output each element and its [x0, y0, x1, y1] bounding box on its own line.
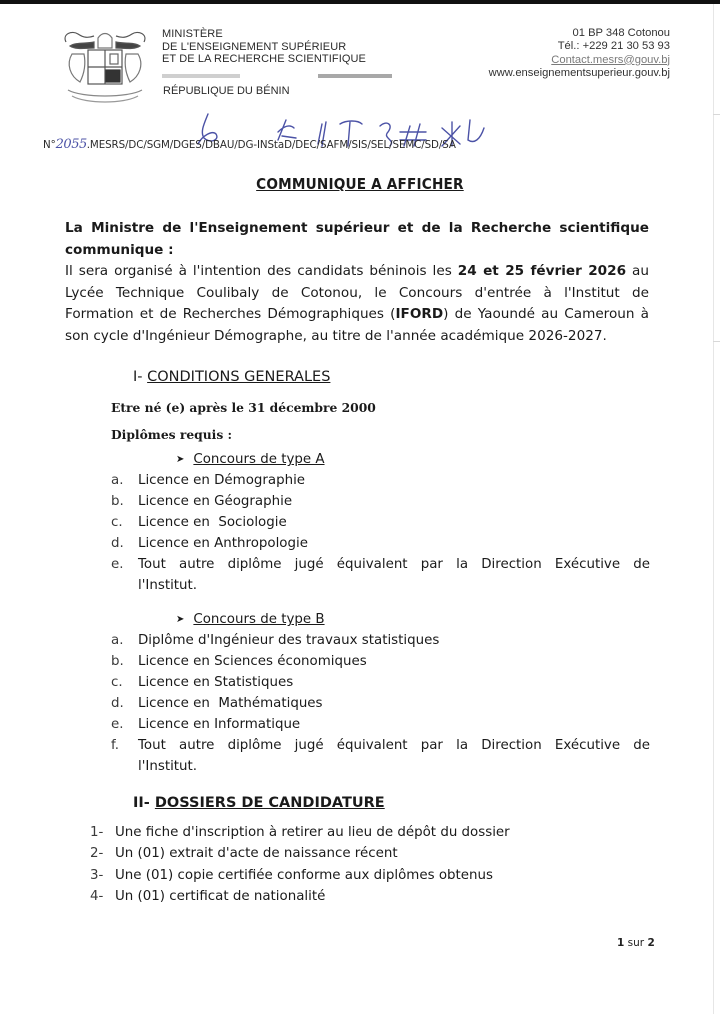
list-text: Licence en Informatique [138, 717, 301, 732]
subheading-type-a [176, 452, 325, 467]
list-text: Licence en Sciences économiques [138, 654, 367, 669]
list-item [111, 693, 650, 714]
list-marker: 3- [90, 867, 104, 883]
list-text: Licence en Anthropologie [138, 536, 308, 551]
list-marker: c. [111, 515, 123, 530]
list-text: Licence en Sociologie [138, 515, 287, 530]
list-marker: 4- [90, 888, 104, 904]
list-text-block [138, 554, 650, 596]
list-text: Un (01) extrait d'acte de naissance récent [115, 846, 398, 862]
intro-text: Il sera organisé à l'intention des candidats béninois les [65, 263, 458, 279]
list-text: Licence en Démographie [138, 473, 306, 488]
section-number: II- [133, 795, 150, 811]
page-total: 2 [647, 937, 655, 949]
ministry-line: ET DE LA RECHERCHE SCIENTIFIQUE [162, 53, 366, 65]
page-edge-line [713, 4, 714, 1014]
top-black-bar [0, 0, 720, 4]
ministry-line: MINISTÈRE [162, 28, 223, 40]
list-text: Licence en Géographie [138, 494, 293, 509]
list-text: Une (01) copie certifiée conforme aux diplômes obtenus [115, 867, 493, 883]
subheading-type-b [176, 612, 325, 627]
list-item [111, 470, 650, 491]
list-marker: a. [111, 633, 124, 648]
list-item [90, 886, 510, 907]
exam-dates: 24 et 25 février 2026 [457, 263, 627, 279]
arrow-bullet-icon: ➤ [176, 454, 185, 465]
subheading-text: Concours de type A [193, 452, 325, 467]
list-marker: a. [111, 473, 124, 488]
intro-lead-line: La Ministre de l'Enseignement supérieur et de la Recherche scientifique [65, 220, 649, 236]
ministry-name [162, 28, 366, 66]
list-text: Licence en Mathématiques [138, 696, 323, 711]
list-item [111, 630, 650, 651]
list-item [111, 533, 650, 554]
intro-lead [65, 218, 649, 240]
list-item [90, 843, 510, 864]
intro-lead-line: communique : [65, 242, 174, 258]
list-marker: c. [111, 675, 123, 690]
list-marker: 1- [90, 825, 104, 840]
page-number [617, 937, 655, 949]
list-text: l'Institut. [138, 578, 198, 593]
subheading-text: Concours de type B [193, 612, 325, 627]
list-item [90, 865, 510, 886]
reference-suffix: .MESRS/DC/SGM/DGES/DBAU/DG-INStaD/DEC/SAFM/SIS/SEL/SEMC/SD/SA [86, 139, 456, 151]
list-marker: b. [111, 494, 124, 509]
intro-line [65, 261, 649, 283]
title-text: COMMUNIQUE A AFFICHER [256, 175, 464, 193]
list-text: Un (01) certificat de nationalité [115, 888, 326, 904]
section-title: DOSSIERS DE CANDIDATURE [154, 795, 385, 811]
list-marker: 2- [90, 846, 104, 862]
list-text: Tout autre diplôme jugé équivalent par la Direction Exécutive de [138, 738, 650, 753]
list-marker: d. [111, 536, 124, 551]
page-current: 1 [617, 937, 625, 949]
list-item [111, 672, 650, 693]
list-text: l'Institut. [138, 759, 198, 774]
list-text-block [138, 735, 650, 777]
page-word: sur [624, 937, 648, 949]
arrow-bullet-icon: ➤ [176, 614, 185, 625]
list-item [111, 651, 650, 672]
list-marker: e. [111, 557, 124, 572]
list-item [111, 554, 650, 596]
list-item [111, 735, 650, 777]
intro-body [65, 242, 649, 347]
list-item [111, 714, 650, 735]
list-item [111, 512, 650, 533]
page-edge-tick [713, 114, 720, 115]
list-marker: f. [111, 738, 119, 753]
republic-name: RÉPUBLIQUE DU BÉNIN [163, 85, 290, 97]
section-heading-dossiers [133, 795, 385, 811]
intro-text: Formation et de Recherches Démographiques ( [65, 306, 396, 322]
phone: Tél.: +229 21 30 53 93 [557, 40, 670, 53]
list-text: Diplôme d'Ingénieur des travaux statistiques [138, 633, 440, 648]
email-link[interactable]: Contact.mesrs@gouv.bj [551, 53, 670, 66]
intro-line [65, 304, 649, 326]
header-divider [318, 74, 392, 78]
reference-handwritten-number: 2055 [55, 137, 87, 152]
list-item [90, 822, 510, 843]
contact-block [489, 27, 670, 80]
reference-number [43, 137, 456, 152]
page-title [0, 174, 720, 193]
type-a-diploma-list [111, 470, 650, 596]
reference-prefix: N° [43, 139, 56, 151]
website-link[interactable]: www.enseignementsuperieur.gouv.bj [488, 66, 670, 79]
list-marker: d. [111, 696, 124, 711]
list-item [111, 491, 650, 512]
type-b-diploma-list [111, 630, 650, 777]
intro-line: Lycée Technique Coulibaly de Cotonou, le Concours d'entrée à l'Institut de [65, 284, 649, 301]
address: 01 BP 348 Cotonou [572, 27, 670, 39]
section-heading-conditions [133, 369, 330, 385]
age-condition: Etre né (e) après le 31 décembre 2000 [111, 400, 376, 415]
institute-acronym: IFORD [395, 306, 444, 322]
dossier-list [90, 822, 510, 907]
header-divider [162, 74, 240, 78]
list-marker: e. [111, 717, 124, 732]
intro-text: ) de Yaoundé au Cameroun à [443, 306, 649, 322]
intro-text: au [626, 263, 649, 279]
ministry-line: DE L'ENSEIGNEMENT SUPÉRIEUR [162, 40, 347, 53]
page-edge-tick [713, 341, 720, 342]
section-title: CONDITIONS GENERALES [147, 369, 331, 385]
diplomas-label: Diplômes requis : [111, 427, 233, 442]
list-text: Tout autre diplôme jugé équivalent par la Direction Exécutive de [138, 557, 650, 572]
section-number: I- [133, 369, 143, 385]
list-text: Une fiche d'inscription à retirer au lieu de dépôt du dossier [115, 825, 510, 840]
intro-line: son cycle d'Ingénieur Démographe, au titre de l'année académique 2026-2027. [65, 327, 607, 344]
list-text: Licence en Statistiques [138, 675, 294, 690]
list-marker: b. [111, 654, 124, 669]
benin-coat-of-arms-icon [58, 24, 152, 106]
